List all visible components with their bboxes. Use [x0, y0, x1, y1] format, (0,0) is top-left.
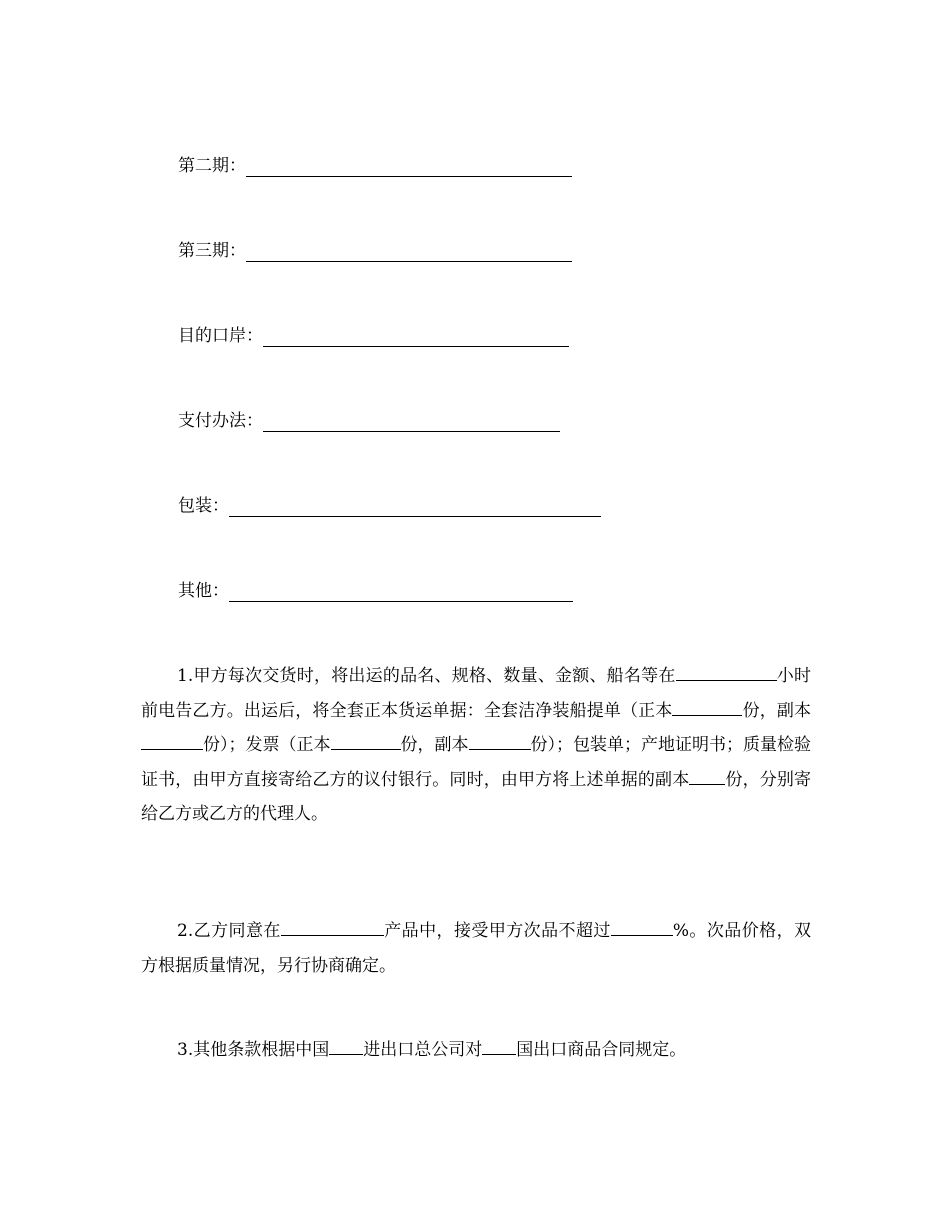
invoice-copy-count-blank[interactable]: [469, 731, 531, 750]
clause-1-text-f: 份）；包装单；产地证明书；质量检验证书，由甲方直接寄给乙方的议付银行。同时，由甲方将上述单据的副本: [141, 735, 811, 790]
bl-copy-count-blank[interactable]: [141, 731, 203, 750]
clause-1-text-e: 份，副本: [400, 735, 469, 755]
clause-2-text-a: 2.乙方同意在: [177, 921, 281, 941]
installment-3-field: [178, 240, 572, 262]
clause-2-text-b: 产品中，接受甲方次品不超过: [383, 921, 611, 941]
installment-2-blank[interactable]: [246, 158, 572, 177]
clause-3-text-c: 国出口商品合同规定。: [516, 1040, 687, 1060]
clause-3: [141, 1033, 811, 1068]
payment-method-blank[interactable]: [263, 413, 560, 432]
other-label: 其他：: [178, 581, 229, 601]
installment-3-blank[interactable]: [246, 243, 572, 262]
country-blank[interactable]: [482, 1036, 516, 1055]
other-field: [178, 580, 573, 602]
packaging-label: 包装：: [178, 496, 229, 516]
clause-1-text-g: 份，分别寄给乙方或乙方的代理人。: [141, 769, 812, 824]
clause-2-text-c: %。次品价格，双方根据质量情况，另行协商确定。: [141, 921, 812, 976]
bl-original-count-blank[interactable]: [672, 697, 742, 716]
invoice-original-count-blank[interactable]: [331, 731, 401, 750]
other-blank[interactable]: [229, 583, 573, 602]
installment-2-label: 第二期：: [178, 156, 246, 176]
defect-percent-blank[interactable]: [611, 917, 673, 936]
notice-hours-blank[interactable]: [676, 662, 777, 681]
clause-1: [141, 659, 811, 832]
packaging-blank[interactable]: [229, 498, 601, 517]
clause-1-text-d: 份）；发票（正本: [203, 735, 331, 755]
clause-1-text-c: 份，副本: [742, 700, 812, 721]
product-quantity-blank[interactable]: [281, 917, 384, 936]
clause-1-text-b: 小时前电告乙方。出运后，将全套正本货运单据：全套洁净装船提单（正本: [141, 666, 811, 721]
clause-1-text-a: 1.甲方每次交货时，将出运的品名、规格、数量、金额、船名等在: [177, 666, 676, 686]
document-copy-count-blank[interactable]: [689, 766, 725, 785]
installment-2-field: [178, 155, 572, 177]
installment-3-label: 第三期：: [178, 241, 246, 261]
packaging-field: [178, 495, 601, 517]
export-company-blank[interactable]: [329, 1036, 363, 1055]
payment-method-label: 支付办法：: [178, 411, 263, 431]
clause-2: [141, 914, 811, 983]
destination-port-blank[interactable]: [263, 328, 569, 347]
clause-3-text-b: 进出口总公司对: [363, 1040, 483, 1060]
destination-port-label: 目的口岸：: [178, 326, 263, 346]
clause-3-text-a: 3.其他条款根据中国: [177, 1040, 330, 1060]
payment-method-field: [178, 410, 560, 432]
destination-port-field: [178, 325, 569, 347]
